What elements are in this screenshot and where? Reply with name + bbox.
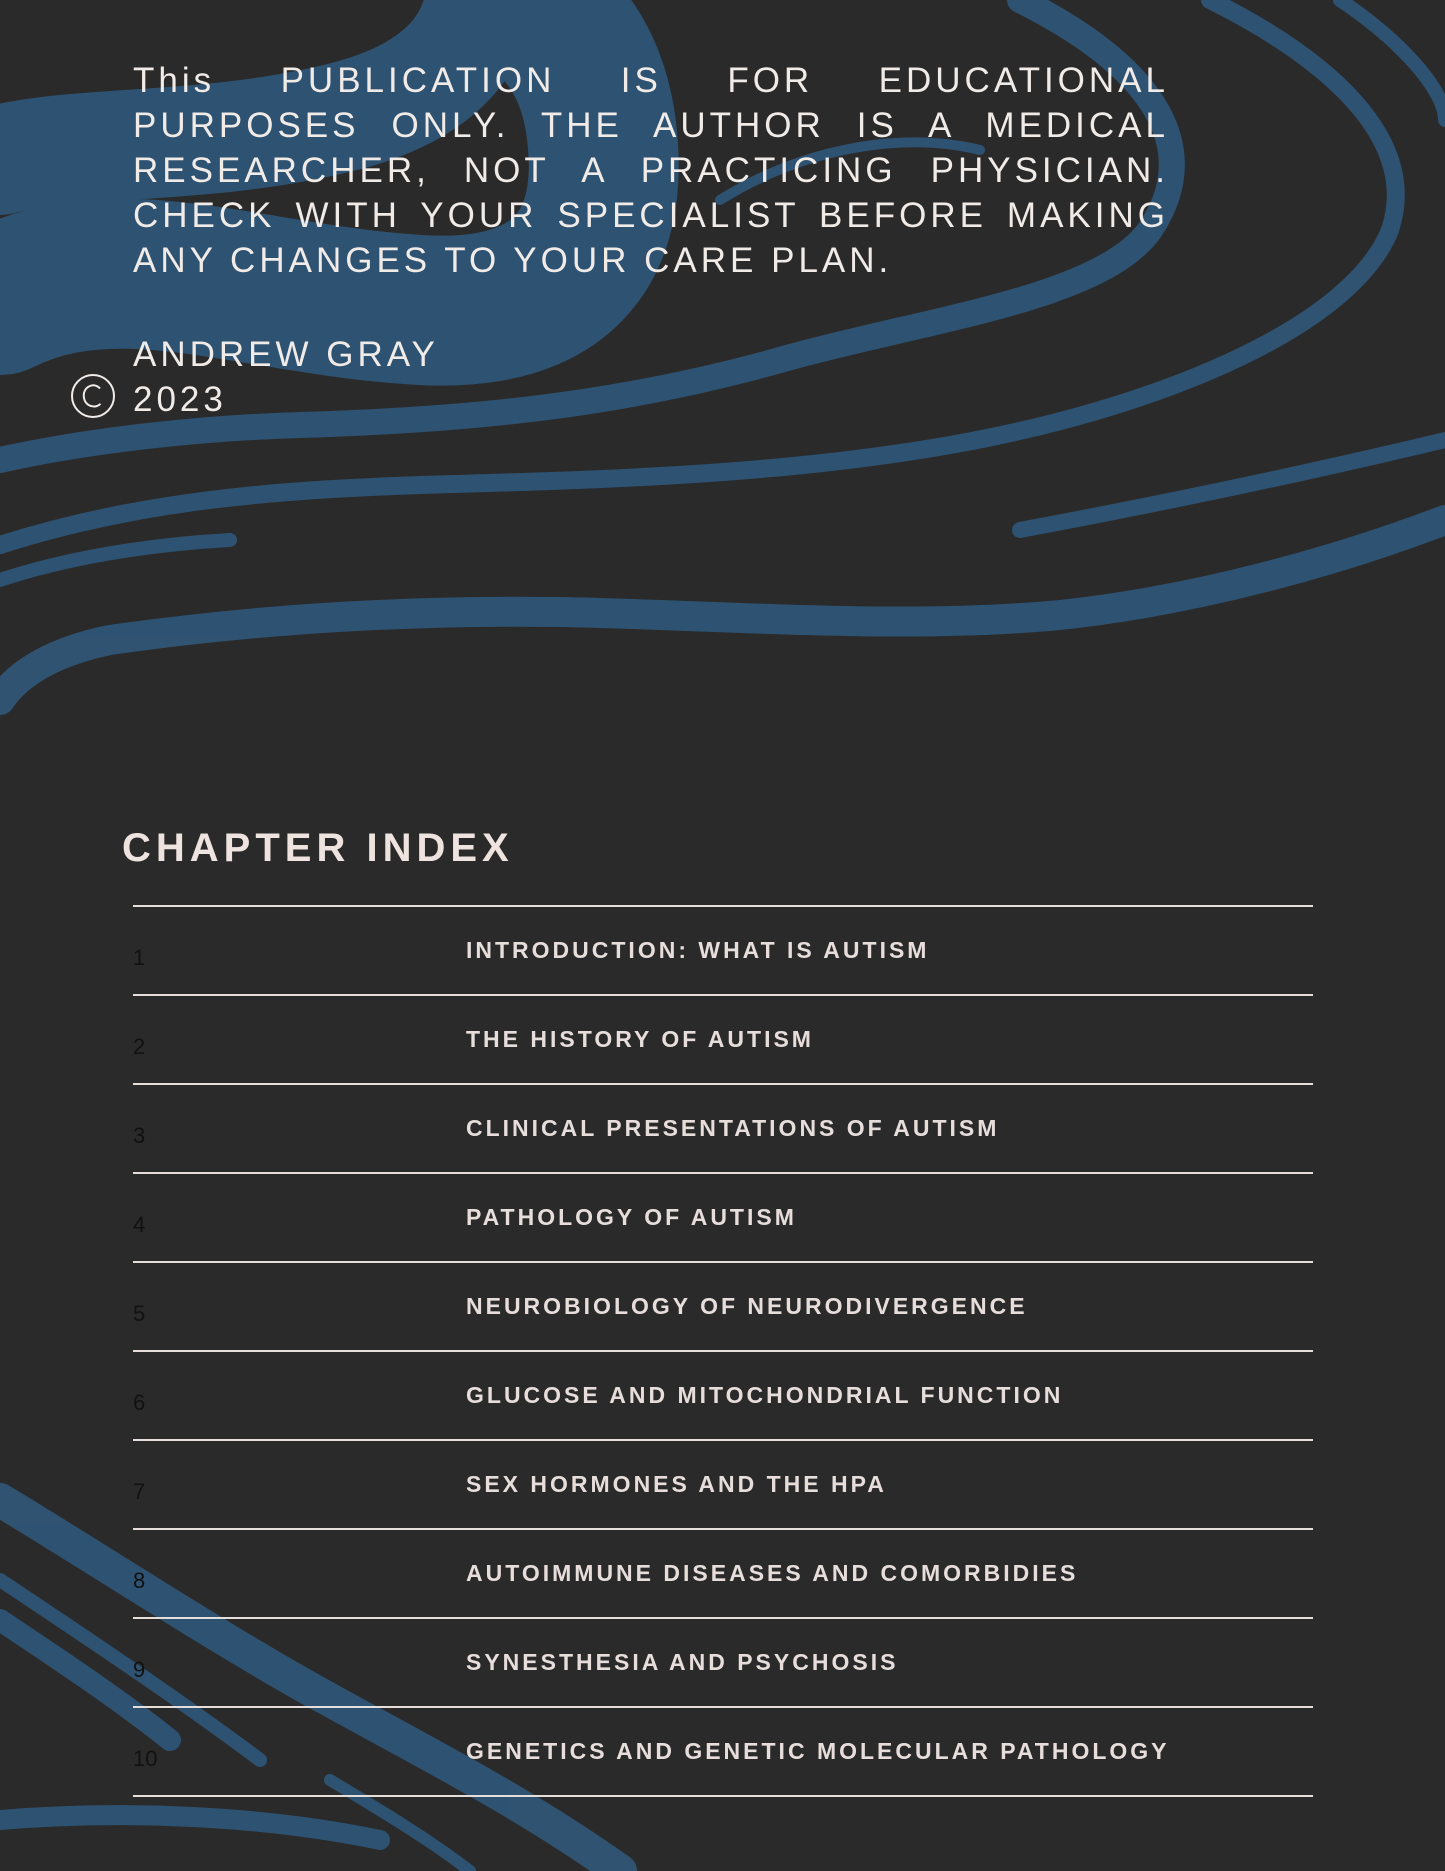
chapter-number: 7 bbox=[133, 1479, 146, 1504]
chapter-number: 6 bbox=[133, 1390, 146, 1415]
chapter-row[interactable] bbox=[133, 907, 1313, 996]
chapter-title: THE HISTORY OF AUTISM bbox=[466, 1026, 814, 1052]
chapter-row[interactable] bbox=[133, 1619, 1313, 1708]
chapter-row[interactable] bbox=[133, 1530, 1313, 1619]
chapter-row[interactable] bbox=[133, 1085, 1313, 1174]
chapter-number: 9 bbox=[133, 1657, 146, 1682]
chapter-title: INTRODUCTION: WHAT IS AUTISM bbox=[466, 937, 930, 963]
copyright-icon bbox=[70, 373, 116, 419]
chapter-title: GENETICS AND GENETIC MOLECULAR PATHOLOGY bbox=[466, 1738, 1170, 1764]
chapter-title: SEX HORMONES AND THE HPA bbox=[466, 1471, 887, 1497]
chapter-title: SYNESTHESIA AND PSYCHOSIS bbox=[466, 1649, 899, 1675]
chapter-row[interactable] bbox=[133, 1174, 1313, 1263]
chapter-title: CLINICAL PRESENTATIONS OF AUTISM bbox=[466, 1115, 1000, 1141]
disclaimer-text: This PUBLICATION IS FOR EDUCATIONAL PURPOSES ONLY. THE AUTHOR IS A MEDICAL RESEARCHER, NOT A PRACTICING PHYSICIAN. CHECK WITH YOUR SPECIALIST BEFORE MAKING ANY CHANGES TO YOUR CARE PLAN. bbox=[133, 61, 1169, 280]
chapter-number: 5 bbox=[133, 1301, 146, 1326]
chapter-number: 3 bbox=[133, 1123, 146, 1148]
chapter-row[interactable] bbox=[133, 1352, 1313, 1441]
chapter-row[interactable] bbox=[133, 996, 1313, 1085]
author-name: ANDREW GRAY bbox=[133, 335, 439, 374]
chapter-index-heading: CHAPTER INDEX bbox=[122, 826, 514, 870]
chapter-number: 10 bbox=[133, 1746, 158, 1771]
chapter-number: 2 bbox=[133, 1034, 146, 1059]
chapter-title: NEUROBIOLOGY OF NEURODIVERGENCE bbox=[466, 1293, 1028, 1319]
chapter-number: 1 bbox=[133, 945, 146, 970]
chapter-title: AUTOIMMUNE DISEASES AND COMORBIDIES bbox=[466, 1560, 1079, 1586]
chapter-title: PATHOLOGY OF AUTISM bbox=[466, 1204, 797, 1230]
chapter-row[interactable] bbox=[133, 1263, 1313, 1352]
chapter-number: 4 bbox=[133, 1212, 146, 1237]
chapter-index-list bbox=[133, 905, 1313, 1797]
chapter-row[interactable] bbox=[133, 1441, 1313, 1530]
chapter-title: GLUCOSE AND MITOCHONDRIAL FUNCTION bbox=[466, 1382, 1064, 1408]
chapter-number: 8 bbox=[133, 1568, 146, 1593]
copyright-year: 2023 bbox=[133, 380, 227, 419]
chapter-row[interactable] bbox=[133, 1708, 1313, 1797]
